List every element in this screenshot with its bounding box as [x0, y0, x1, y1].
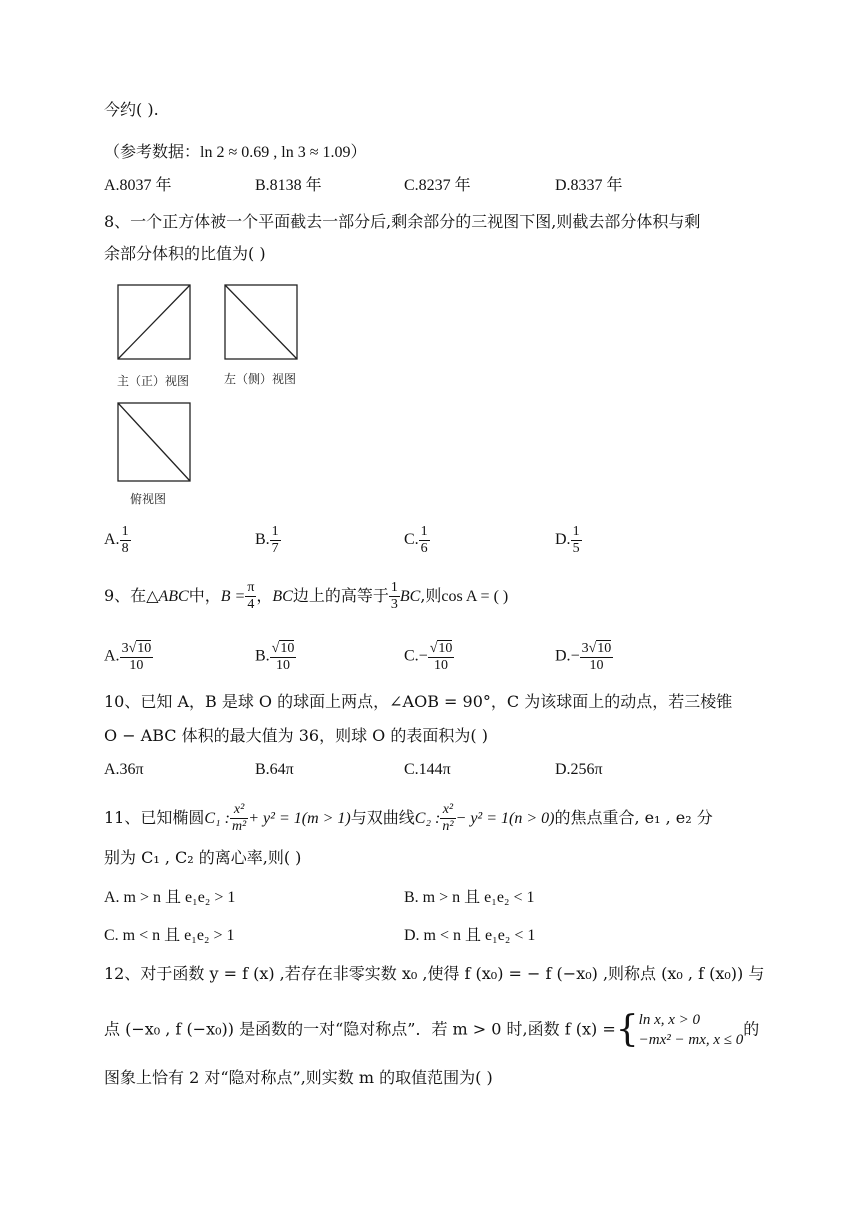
- q12-case1: ln x, x > 0: [638, 1012, 701, 1028]
- q8-option-d: D. $\frac{1}{5}$: [555, 524, 580, 556]
- q9-option-b: B. $\frac{√10}{10}$: [255, 641, 295, 673]
- top-view-caption: 俯视图: [130, 492, 167, 506]
- q7-option-d: D.8337 年: [555, 177, 623, 194]
- q9-stem: 9、在△ABC中，B = $\frac{\pi}{4}$ ，BC边上的高等于 $\frac{1}{3}$ BC,则cos A = ( ): [104, 580, 509, 612]
- q11-option-c: C. m < n 且 e₁e₂ > 1: [104, 927, 235, 944]
- q8-option-b: B. $\frac{1}{7}$: [255, 524, 279, 556]
- q10-line1: 10、已知 A，B 是球 O 的球面上两点，∠AOB = 90°，C 为该球面上的动点，若三棱锥: [104, 692, 733, 711]
- q11-option-d: D. m < n 且 e₁e₂ < 1: [404, 927, 536, 944]
- q7-ref-math: ln 2 ≈ 0.69 , ln 3 ≈ 1.09: [200, 144, 351, 161]
- q8-text-line2: 余部分体积的比值为( ): [104, 244, 266, 263]
- q12-line2: 点 (−x₀ , f (−x₀)) 是函数的一对“隐对称点”．若 m > 0 时,函数 f (x) ={ ln x, x > 0 −mx² − mx, x ≤ 0 的: [104, 1009, 760, 1050]
- q7-ref-suffix: ）: [350, 142, 367, 161]
- q12-line3: 图象上恰有 2 对“隐对称点”,则实数 m 的取值范围为( ): [104, 1068, 493, 1087]
- q10-option-d: D.256π: [555, 761, 603, 778]
- q11-option-a: A. m > n 且 e₁e₂ > 1: [104, 889, 236, 906]
- q7-option-c: C.8237 年: [404, 177, 471, 194]
- q11-line1: 11、已知椭圆C₁ : $\frac{\text{x²}}{\text{m²}}$ + y² = 1(m > 1)与双曲线C₂ : $\frac{\text{x²}}{\text{n²}}$ − y² = 1(n > 0)的焦点重合, e₁ , e₂ 分: [104, 802, 713, 834]
- q7-reference-data: [104, 140, 366, 165]
- q10-option-c: C.144π: [404, 761, 451, 778]
- q7-option-b: B.8138 年: [255, 177, 322, 194]
- q10-line2: O − ABC 体积的最大值为 36，则球 O 的表面积为( ): [104, 726, 488, 745]
- side-view-figure: [224, 284, 298, 360]
- q10-option-a: A.36π: [104, 761, 144, 778]
- q7-tail: 今约( ).: [104, 100, 159, 119]
- q10-option-b: B.64π: [255, 761, 294, 778]
- q8-text-line1: 8、一个正方体被一个平面截去一部分后,剩余部分的三视图下图,则截去部分体积与剩: [104, 212, 701, 231]
- q12-case2: −mx² − mx, x ≤ 0: [638, 1032, 744, 1048]
- front-view-caption: 主（正）视图: [117, 374, 190, 388]
- q12-line1: 12、对于函数 y = f (x) ,若存在非零实数 x₀ ,使得 f (x₀) = − f (−x₀) ,则称点 (x₀ , f (x₀)) 与: [104, 964, 765, 983]
- q9-option-c: C.− $\frac{√10}{10}$: [404, 641, 453, 673]
- q9-option-d: D.− $\frac{3√10}{10}$: [555, 641, 612, 673]
- q7-ref-prefix: （参考数据：: [104, 142, 201, 161]
- q9-option-a: A. $\frac{3√10}{10}$: [104, 641, 152, 673]
- q11-option-b: B. m > n 且 e₁e₂ < 1: [404, 889, 535, 906]
- front-view-figure: [117, 284, 191, 360]
- q7-option-a: A.8037 年: [104, 177, 172, 194]
- q8-option-c: C. $\frac{1}{6}$: [404, 524, 428, 556]
- top-view-figure: [117, 402, 191, 482]
- side-view-caption: 左（侧）视图: [224, 372, 297, 386]
- q8-option-a: A. $\frac{1}{8}$: [104, 524, 129, 556]
- q11-line2: 别为 C₁ , C₂ 的离心率,则( ): [104, 848, 302, 867]
